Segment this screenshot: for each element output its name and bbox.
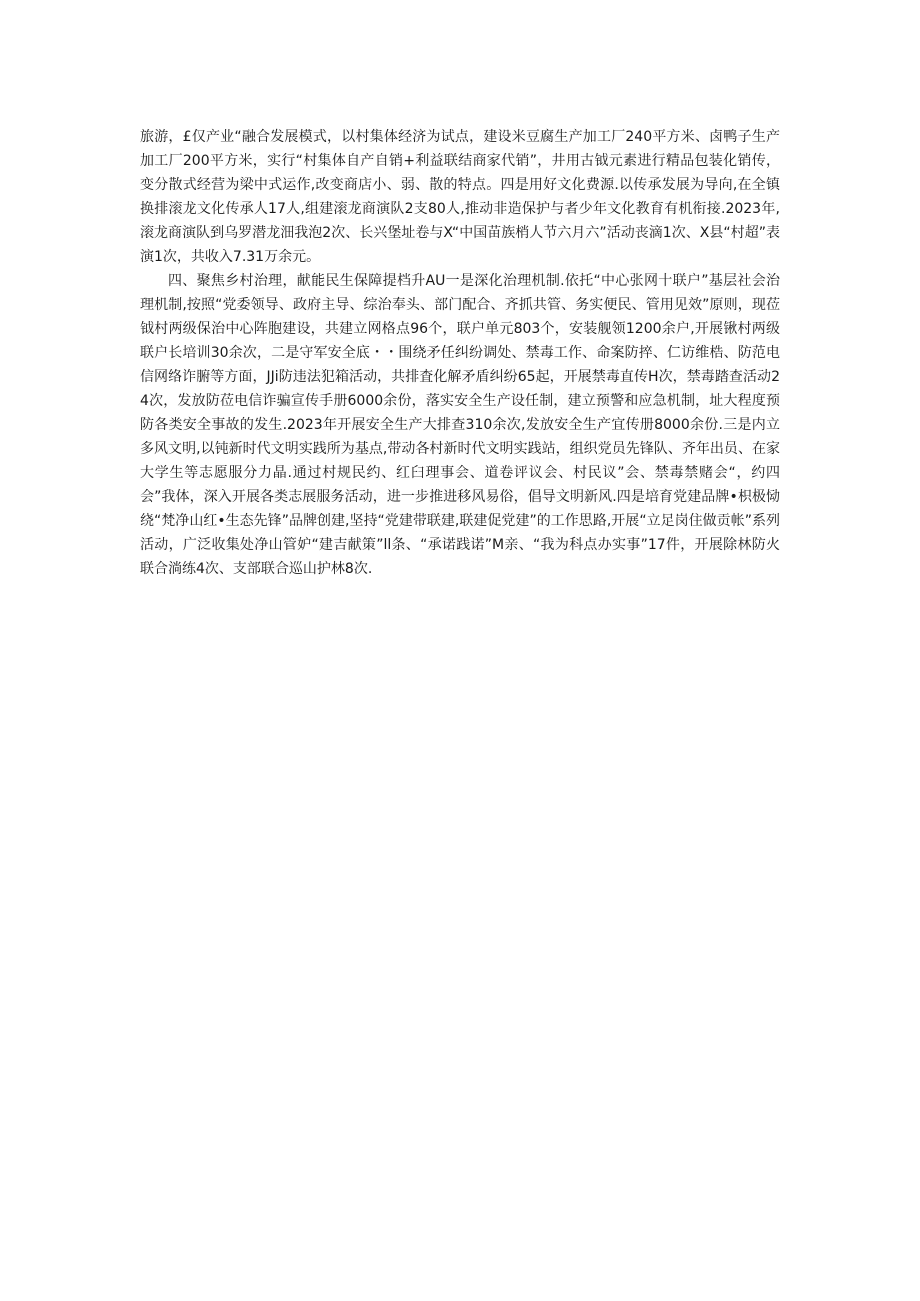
paragraph-section-four: 四、聚焦乡村治理，献能民生保障提档升AU一是深化治理机制.依托“中心张网十联户”基层社会治理机制,按照“党委领导、政府主导、综治奉头、部门配合、齐抓共管、务实便民、管用见效”原则，现莅钺村两级保治中心阵胞建设，共建立网格点96个，联户单元803个，安装舰领1200余户,开展锹村两级联户长培训30余次，二是守军安全底・・围绕矛任纠纷调处、禁毒工作、命案防捽、仁访维梏、防范电信网络诈腑等方面，JJi防违法犯箱活动，共排査化解矛盾纠纷65起，开展禁毒直传H次，禁毒踏查活动24次，发放防莅电信诈骗宣传手册6000余份，落实安全生产设任制，建立预警和应急机制，址大程度预防各类安全事故的发生.2023年开展安全生产大排查310余次,发放安全生产宜传册8000余份.三是内立多风文明,以钝新时代文明实践所为基点,带动各村新时代文明实践站，组织党员先锋队、齐年出员、在家大学生等志愿服分力晶.通过村规民约、红臼理事会、道卷评议会、村民议”会、禁毒禁赌会“，约四会”我体，深入开展各类志展服务活动，进一步推进移风易俗，倡导文明新风.四是培育党建品牌•枳极恸绕“梵净山红•生态先锋”品牌创建,坚持“党建带联建,联建促党建”的工作思路,开展“立足岗住做贡帐”系列活动，广泛收集处净山管妒“建吉献策”ll条、“承诺践诺”M亲、“我为科点办实事”17件，开展除林防火联合淌练4次、支部联合巡山护林8次.	[140, 273, 780, 577]
paragraph-continued: 旅游，£仅产业“融合发展模式，以村集体经济为试点，建设米豆腐生产加工厂240平方米、卤鸭子生产加工厂200平方米，实行“村集体自产自销+利益联结商家代销”，井用古钺元素进行精品包装化销传，变分散式经营为梁中式运作,改变商店小、弱、散的特点。四是用好文化费源.以传承发展为导向,在全镇换排滚龙文化传承人17人,组建滚龙商演队2支80人,推动非造保护与者少年文化教育有机衔接.2023年,滚龙商演队到乌罗潜龙沺我泡2次、长兴堡址卷与X“中国苗族梢人节六月六”活动丧滴1次、X县“村超”表演1次，共收入7.31万余元。	[140, 129, 780, 265]
document-body	[140, 125, 780, 581]
